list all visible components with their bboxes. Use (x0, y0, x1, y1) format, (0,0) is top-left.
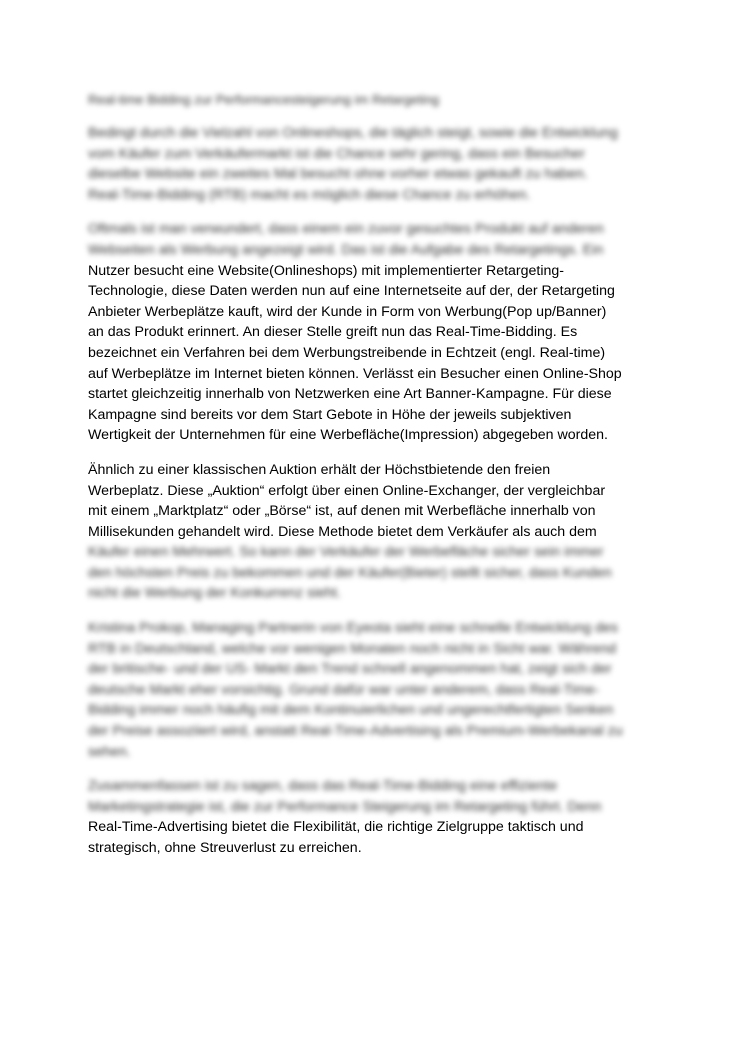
paragraph-3 (88, 460, 668, 604)
text-line: an das Produkt erinnert. An dieser Stelle greift nun das Real-Time-Bidding. Es (88, 324, 578, 341)
blurred-text-line: der Preise assoziiert wird, anstatt Real-Time-Advertising als Premium-Werbekanal zu (88, 723, 623, 740)
text-line: Nutzer besucht eine Website(Onlineshops) mit implementierter Retargeting- (88, 262, 565, 279)
blurred-text-line: Marketingstrategie ist, die zur Performance Steigerung im Retargeting führt. Denn (88, 798, 602, 815)
blurred-text-line: dieselbe Website ein zweites Mal besucht ohne vorher etwas gekauft zu haben. (88, 166, 588, 183)
text-line: Technologie, diese Daten werden nun auf eine Internetseite auf der, der Retargeting (88, 283, 615, 300)
text-line: Millisekunden gehandelt wird. Diese Methode bietet dem Verkäufer als auch dem (88, 523, 597, 540)
text-line: Wertigkeit der Unternehmen für eine Werbefläche(Impression) abgegeben worden. (88, 427, 608, 444)
paragraph-5 (88, 776, 668, 858)
text-line: Anbieter Werbeplätze kauft, wird der Kunde in Form von Werbung(Pop up/Banner) (88, 303, 607, 320)
blurred-text-line: vom Käufer zum Verkäufermarkt ist die Chance sehr gering, dass ein Besucher (88, 145, 585, 162)
blurred-text-line: Kristina Prokop, Managing Partnerin von Eyeota sieht eine schnelle Entwicklung des (88, 620, 618, 637)
text-line: Kampagne sind bereits vor dem Start Gebote in Höhe der jeweils subjektiven (88, 406, 572, 423)
text-line: Ähnlich zu einer klassischen Auktion erhält der Höchstbietende den freien (88, 461, 551, 478)
blurred-text-line: Oftmals ist man verwundert, dass einem ein zuvor gesuchtes Produkt auf anderen (88, 221, 604, 238)
blurred-text-line: Zusammenfassen ist zu sagen, dass das Real-Time-Bidding eine effiziente (88, 778, 558, 795)
blurred-text-line: der britische- und der US- Markt den Trend schnell angenommen hat, zeigt sich der (88, 661, 612, 678)
text-line: auf Werbeplätze im Internet bieten können. Verlässt ein Besucher einen Online-Shop (88, 365, 622, 382)
text-line: strategisch, ohne Streuverlust zu erreichen. (88, 840, 362, 856)
blurred-text-line: Bidding immer noch häufig mit dem Kontinuierlichen und ungerechtfertigten Senken (88, 702, 614, 719)
paragraph-2 (88, 219, 668, 446)
text-line: Werbeplatz. Diese „Auktion“ erfolgt über einen Online-Exchanger, der vergleichbar (88, 482, 606, 499)
text-line: bezeichnet ein Verfahren bei dem Werbungstreibende in Echtzeit (engl. Real-time) (88, 344, 606, 361)
text-line: Real-Time-Advertising bietet die Flexibilität, die richtige Zielgruppe taktisch und (88, 819, 584, 836)
blurred-text-line: deutsche Markt eher vorsichtig. Grund dafür war unter anderem, dass Real-Time- (88, 681, 600, 698)
document-title: Real-time Bidding zur Performancesteigerung im Retargeting (88, 92, 440, 107)
blurred-text-line: Käufer einen Mehrwert. So kann der Verkäufer der Werbefläche sicher sein immer (88, 544, 604, 561)
blurred-text-line: Real-Time-Bidding (RTB) macht es möglich diese Chance zu erhöhen. (88, 186, 531, 203)
text-line: mit einem „Marktplatz“ oder „Börse“ ist, auf denen mit Werbefläche innerhalb von (88, 503, 596, 520)
blurred-text-line: nicht die Werbung der Konkurrenz sieht. (88, 585, 341, 602)
text-line: startet gleichzeitig innerhalb von Netzwerken eine Art Banner-Kampagne. Für diese (88, 386, 612, 403)
document-body (88, 123, 668, 859)
blurred-text-line: sehen. (88, 743, 131, 760)
blurred-text-line: den höchsten Preis zu bekommen und der Käufer(Bieter) stellt sicher, dass Kunden (88, 564, 612, 581)
blurred-text-line: RTB in Deutschland, welche vor wenigen Monaten noch nicht in Sicht war. Während (88, 640, 617, 657)
blurred-text-line: Webseiten als Werbung angezeigt wird. Das ist die Aufgabe des Retargetings. Ein (88, 241, 604, 258)
blurred-text-line: Bedingt durch die Vielzahl von Onlineshops, die täglich steigt, sowie die Entwicklung (88, 125, 618, 141)
paragraph-4 (88, 618, 668, 762)
paragraph-1 (88, 123, 668, 205)
